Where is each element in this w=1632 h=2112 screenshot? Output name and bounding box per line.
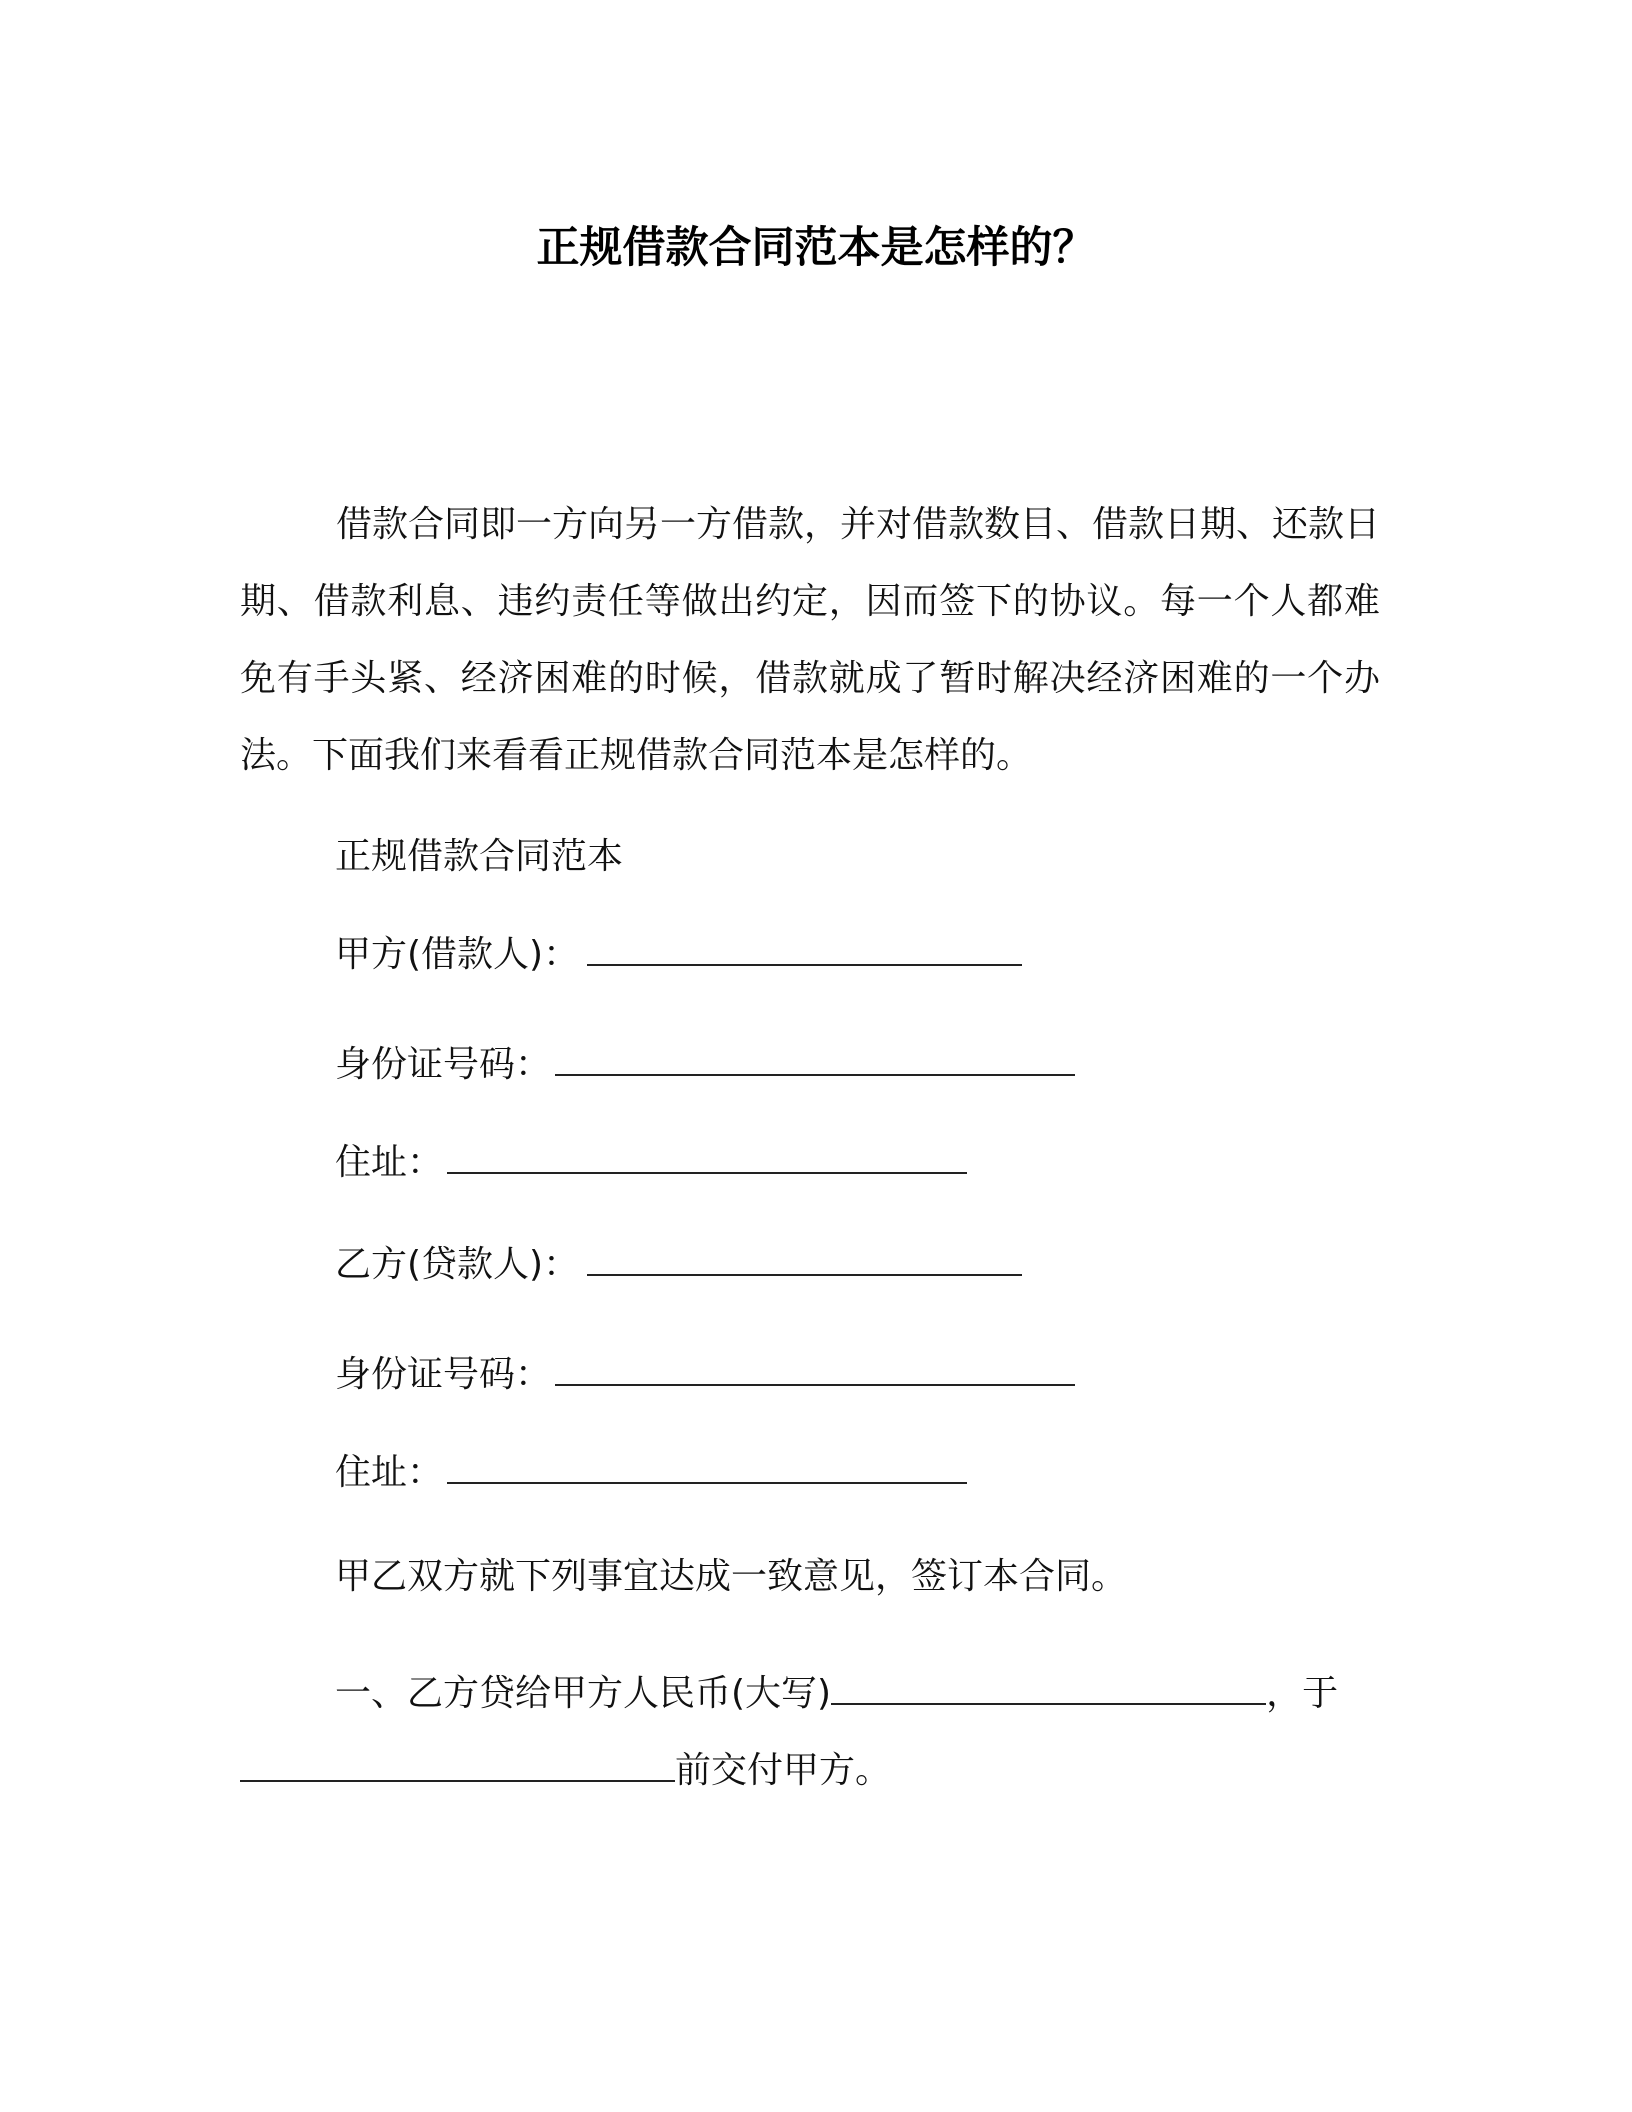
party-a-id-label: 身份证号码：	[335, 1044, 552, 1085]
clause-1-date-blank[interactable]	[240, 1746, 675, 1782]
party-a-blank[interactable]	[587, 930, 1022, 966]
intro-paragraph: 借款合同即一方向另一方借款，并对借款数目、借款日期、还款日期、借款利息、违约责任等做出约定，因而签下的协议。每一个人都难免有手头紧、经济困难的时候，借款就成了暂时解决经济困难的一个办法。下面我们来看看正规借款合同范本是怎样的。	[240, 504, 1381, 776]
party-a-id-line	[335, 1040, 1075, 1090]
party-b-address-label: 住址：	[335, 1452, 444, 1493]
party-a-label: 甲方(借款人)：	[335, 934, 580, 975]
party-b-address-line	[335, 1448, 967, 1498]
party-a-id-blank[interactable]	[555, 1040, 1075, 1076]
document-title: 正规借款合同范本是怎样的？	[536, 223, 1096, 273]
party-b-label: 乙方(贷款人)：	[335, 1244, 580, 1285]
party-a-address-line	[335, 1138, 967, 1188]
agreement-statement: 甲乙双方就下列事宜达成一致意见，签订本合同。	[335, 1556, 1128, 1597]
party-b-address-blank[interactable]	[447, 1448, 967, 1484]
clause-1-text-c: 前交付甲方。	[675, 1750, 892, 1791]
party-a-line	[335, 930, 1022, 980]
party-b-id-blank[interactable]	[555, 1350, 1075, 1386]
section-heading: 正规借款合同范本	[335, 836, 624, 877]
party-a-address-blank[interactable]	[447, 1138, 967, 1174]
clause-1-text-a: 一、乙方贷给甲方人民币(大写)	[335, 1673, 832, 1714]
party-b-line	[335, 1240, 1022, 1290]
party-b-blank[interactable]	[587, 1240, 1022, 1276]
party-b-id-line	[335, 1350, 1075, 1400]
clause-1-text-b: ，于	[1266, 1673, 1339, 1714]
party-a-address-label: 住址：	[335, 1142, 444, 1183]
clause-1-amount-blank[interactable]	[831, 1669, 1266, 1705]
party-b-id-label: 身份证号码：	[335, 1354, 552, 1395]
clause-1	[240, 1655, 1380, 1809]
